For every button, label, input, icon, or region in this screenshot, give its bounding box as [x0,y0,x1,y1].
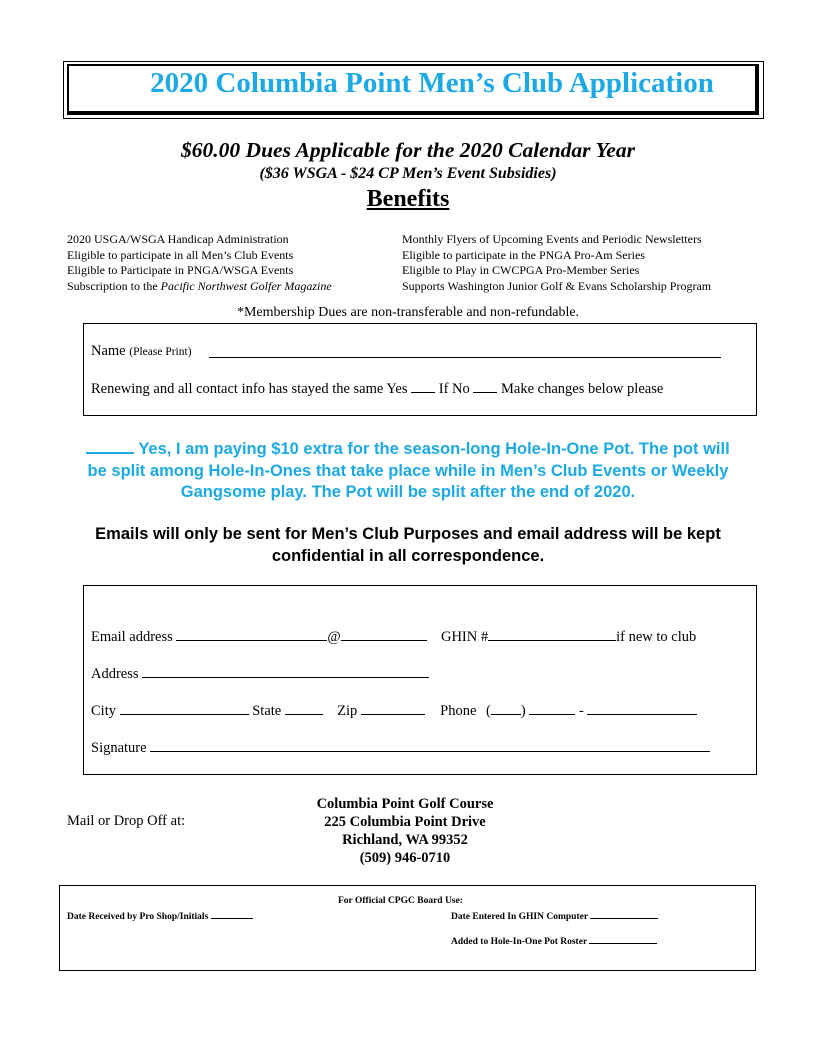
course-city: Richland, WA 99352 [342,832,468,848]
benefits-left-column [67,232,332,294]
benefit-item: 2020 USGA/WSGA Handicap Administration [67,232,289,246]
if-no-label: If No [438,381,470,397]
added-roster-row [451,934,657,947]
signature-row [91,739,710,757]
benefit-item: Eligible to Play in CWCPGA Pro-Member Series [402,263,640,277]
course-name: Columbia Point Golf Course [316,796,494,812]
subsidies-line: ($36 WSGA - $24 CP Men’s Event Subsidies) [259,165,557,182]
nonrefund-note: *Membership Dues are non-transferable and non-refundable. [236,305,580,320]
hole-in-one-field[interactable] [86,438,134,454]
date-received-label: Date Received by Pro Shop/Initials [67,912,209,922]
ghin-label: GHIN # [440,629,489,645]
phone-open-paren: ( [486,703,491,719]
course-phone: (509) 946-0710 [359,850,451,866]
city-field[interactable] [120,702,249,715]
state-label: State [252,703,282,719]
email-label: Email address [91,629,173,645]
benefit-item [67,279,332,295]
mailing-address [270,795,540,867]
magazine-title: Pacific Northwest Golfer Magazine [160,278,332,293]
email-privacy-note [80,524,736,567]
yes-field[interactable] [411,380,435,393]
date-entered-row [451,909,658,922]
email-note-line-1: Emails will only be sent for Men’s Club Purposes and email address will be kept [95,525,721,543]
at-sign: @ [327,629,341,645]
email-note-line-2: confidential in all correspondence. [271,546,545,565]
date-received-field[interactable] [211,909,253,919]
benefit-item-prefix: Subscription to the [67,278,161,293]
phone-dash: - [578,703,584,719]
state-field[interactable] [285,702,323,715]
phone-close-paren: ) [520,703,526,719]
name-section-box [83,323,757,416]
added-roster-label: Added to Hole-In-One Pot Roster [451,937,587,947]
course-street: 225 Columbia Point Drive [324,814,486,830]
benefit-item: Monthly Flyers of Upcoming Events and Periodic Newsletters [402,232,702,246]
added-roster-field[interactable] [589,934,657,944]
no-field[interactable] [473,380,497,393]
email-row [91,628,696,646]
name-label: Name [91,343,126,359]
address-row [91,665,429,683]
hio-line-3: Gangsome play. The Pot will be split after the end of 2020. [180,483,636,501]
city-label: City [91,703,116,719]
address-label: Address [91,666,139,682]
renewing-row [91,380,663,398]
name-row [91,343,192,360]
benefit-item: Eligible to participate in the PNGA Pro-Am Series [402,247,645,262]
email-user-field[interactable] [176,628,327,641]
renewing-text: Renewing and all contact info has stayed the same Yes [91,381,408,397]
phone-number-field[interactable] [587,702,697,715]
address-field[interactable] [142,665,429,678]
email-domain-field[interactable] [341,628,427,641]
make-changes-label: Make changes below please [501,381,664,397]
area-code-field[interactable] [491,702,521,715]
benefits-right-column [402,232,711,294]
zip-label: Zip [337,703,358,719]
phone-label: Phone [440,703,477,719]
official-use-heading: For Official CPGC Board Use: [338,896,463,906]
city-row [91,702,697,720]
application-title: 2020 Columbia Point Men’s Club Application [150,67,714,99]
name-hint: (Please Print) [129,346,192,358]
hio-line-1: Yes, I am paying $10 extra for the season-long Hole-In-One Pot. The pot will [138,440,730,458]
hio-line-2: be split among Hole-In-Ones that take place while in Men’s Club Events or Weekly [87,461,729,480]
benefit-item: Eligible to participate in all Men’s Club Events [67,247,294,262]
ghin-field[interactable] [488,628,616,641]
name-field[interactable] [209,345,721,358]
signature-field[interactable] [150,739,710,752]
benefits-heading: Benefits [366,186,450,212]
date-received-row [67,909,253,922]
hole-in-one-offer [70,438,746,504]
zip-field[interactable] [361,702,425,715]
signature-label: Signature [91,740,147,756]
date-entered-label: Date Entered In GHIN Computer [451,912,588,922]
dues-line: $60.00 Dues Applicable for the 2020 Calendar Year [181,138,635,162]
mail-label: Mail or Drop Off at: [67,813,186,829]
date-entered-field[interactable] [590,909,658,919]
if-new-label: if new to club [616,629,697,645]
benefit-item: Eligible to Participate in PNGA/WSGA Events [67,263,294,277]
benefit-item: Supports Washington Junior Golf & Evans Scholarship Program [402,278,712,293]
phone-prefix-field[interactable] [529,702,575,715]
